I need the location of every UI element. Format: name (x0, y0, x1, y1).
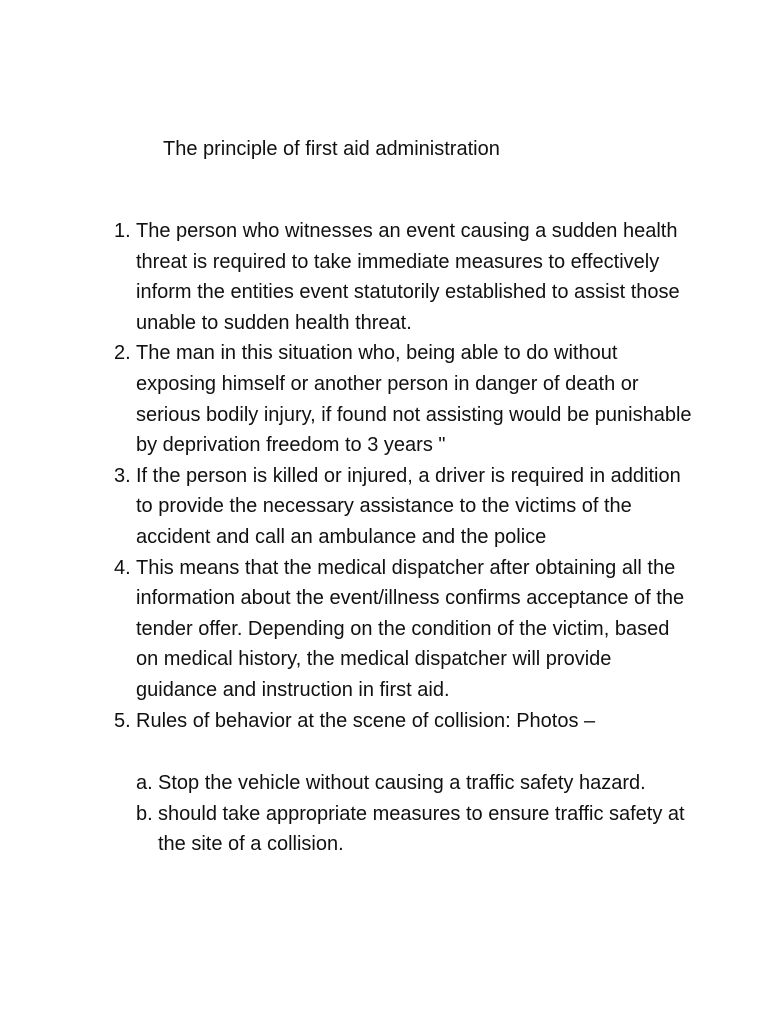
list-item-1 (114, 216, 694, 338)
list-item-text: The man in this situation who, being able to do without exposing himself or another person in danger of death or serious bodily injury, if found not assisting would be punishable by deprivation freedom to 3 years " (136, 342, 692, 457)
list-item-2 (114, 338, 694, 460)
principles-list (114, 216, 694, 736)
list-item-text: This means that the medical dispatcher after obtaining all the information about the event/illness confirms acceptance of the tender offer. Depending on the condition of the victim, based on medical history, the medical dispatcher will provide guidance and instruction in first aid. (136, 556, 685, 701)
collision-rules-sublist (114, 768, 694, 860)
sublist-item-a (114, 768, 694, 799)
sublist-letter: b. (136, 802, 153, 825)
list-number: 3. (114, 464, 131, 487)
sublist-item-text: should take appropriate measures to ensure traffic safety at the site of a collision. (158, 802, 685, 856)
list-item-text: The person who witnesses an event causing a sudden health threat is required to take immediate measures to effectively inform the entities event statutorily established to assist those unable to sudden health threat. (136, 220, 680, 334)
sublist-letter: a. (136, 772, 153, 794)
list-item-text: If the person is killed or injured, a driver is required in addition to provide the necessary assistance to the victims of the accident and call an ambulance and the police (136, 464, 681, 548)
list-item-3 (114, 461, 694, 553)
document-title: The principle of first aid administration (163, 138, 500, 160)
list-number: 5. (114, 709, 131, 732)
sublist-item-b (114, 799, 694, 860)
list-item-5 (114, 706, 694, 737)
list-item-text: Rules of behavior at the scene of collision: Photos – (136, 709, 596, 732)
list-item-4 (114, 553, 694, 706)
sublist-item-text: Stop the vehicle without causing a traffic safety hazard. (158, 772, 646, 794)
list-number: 1. (114, 220, 131, 242)
list-number: 2. (114, 342, 131, 365)
list-number: 4. (114, 556, 131, 579)
